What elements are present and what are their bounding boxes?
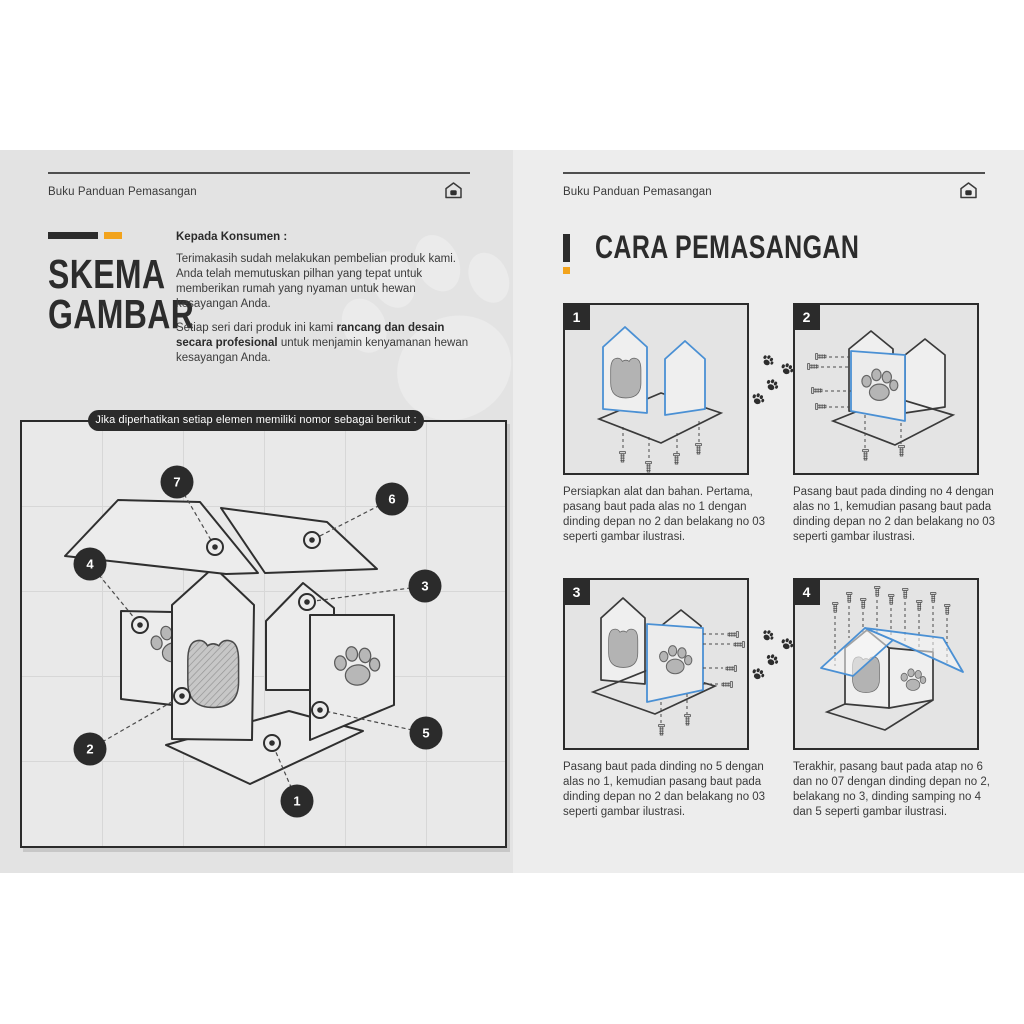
step-number-badge: 1 (563, 303, 590, 330)
step-1-illustration (565, 305, 747, 473)
step-card-4 (793, 578, 979, 750)
step-3-caption: Pasang baut pada dinding no 5 dengan alas no 1, kemudian pasang baut pada dinding depan no 2 dan belakang no 03 seperti gambar ilustrasi. (563, 761, 766, 818)
consumer-para2-prefix: Setiap seri dari produk ini kami (176, 322, 337, 334)
step-number-badge: 2 (793, 303, 820, 330)
accent-bar-orange (104, 232, 122, 239)
section-title: CARA PEMASANGAN (595, 229, 860, 265)
diagram-banner: Jika diperhatikan setiap elemen memiliki nomor sebagai berikut : (88, 410, 424, 431)
header-rule (48, 172, 470, 174)
step-card-3 (563, 578, 749, 750)
callout-7 (161, 466, 194, 499)
step-4-caption: Terakhir, pasang baut pada atap no 6 dan no 07 dengan dinding depan no 2, belakang no 3, dinding samping no 4 dan 5 seperti gambar ilustrasi. (793, 761, 990, 818)
callout-3 (409, 570, 442, 603)
page-header-title: Buku Panduan Pemasangan (48, 186, 197, 198)
page-header-title: Buku Panduan Pemasangan (563, 186, 712, 198)
accent-bar-dark (48, 232, 98, 239)
callout-5 (410, 717, 443, 750)
svg-text:6: 6 (388, 491, 396, 507)
step-number-badge: 4 (793, 578, 820, 605)
svg-text:3: 3 (421, 578, 429, 594)
consumer-para1: Terimakasih sudah melakukan pembelian produk kami. Anda telah memutuskan pilhan yang tepat untuk memberikan rumah yang nyaman untuk hewan kesayangan Anda. (176, 253, 456, 310)
callout-6 (376, 483, 409, 516)
left-page (0, 150, 513, 873)
exploded-diagram (22, 422, 505, 846)
header-rule (563, 172, 985, 174)
step-4-illustration (795, 580, 977, 748)
cat-head-cutout (188, 640, 239, 707)
section-title-line1: SKEMA (48, 251, 166, 297)
step-card-1 (563, 303, 749, 475)
step-3-illustration (565, 580, 747, 748)
consumer-heading: Kepada Konsumen : (176, 231, 288, 243)
paw-trail-icon (747, 627, 797, 687)
callout-1 (281, 785, 314, 818)
step-card-2 (793, 303, 979, 475)
svg-text:5: 5 (422, 725, 430, 741)
section-title (48, 251, 195, 338)
svg-text:4: 4 (86, 556, 94, 572)
step-number-badge: 3 (563, 578, 590, 605)
home-icon (959, 181, 978, 200)
home-icon (444, 181, 463, 200)
exclamation-accent-icon (563, 234, 570, 262)
paw-trail-icon (747, 352, 797, 412)
exclamation-dot (563, 267, 570, 274)
consumer-para2-suffix: untuk menjamin kenyamanan hewan kesayangan Anda. (176, 337, 469, 364)
consumer-para2 (176, 321, 478, 366)
section-title-line2: GAMBAR (48, 291, 195, 338)
right-page (513, 150, 1024, 873)
svg-text:1: 1 (293, 793, 301, 809)
svg-text:7: 7 (173, 474, 181, 490)
step-2-illustration (795, 305, 977, 473)
step-2-caption: Pasang baut pada dinding no 4 dengan alas no 1, kemudian pasang baut pada dinding depan no 2 dan belakang no 03 seperti gambar ilustrasi. (793, 486, 996, 543)
consumer-para2-bold: rancang dan desain secara profesional (176, 322, 445, 349)
callout-4 (74, 548, 107, 581)
svg-text:2: 2 (86, 741, 94, 757)
exploded-diagram-box (20, 420, 507, 848)
consumer-note (176, 230, 478, 375)
step-1-caption: Persiapkan alat dan bahan. Pertama, pasang baut pada alas no 1 dengan dinding depan no 2 dan belakang no 03 seperti gambar ilustrasi. (563, 486, 766, 543)
callout-2 (74, 733, 107, 766)
